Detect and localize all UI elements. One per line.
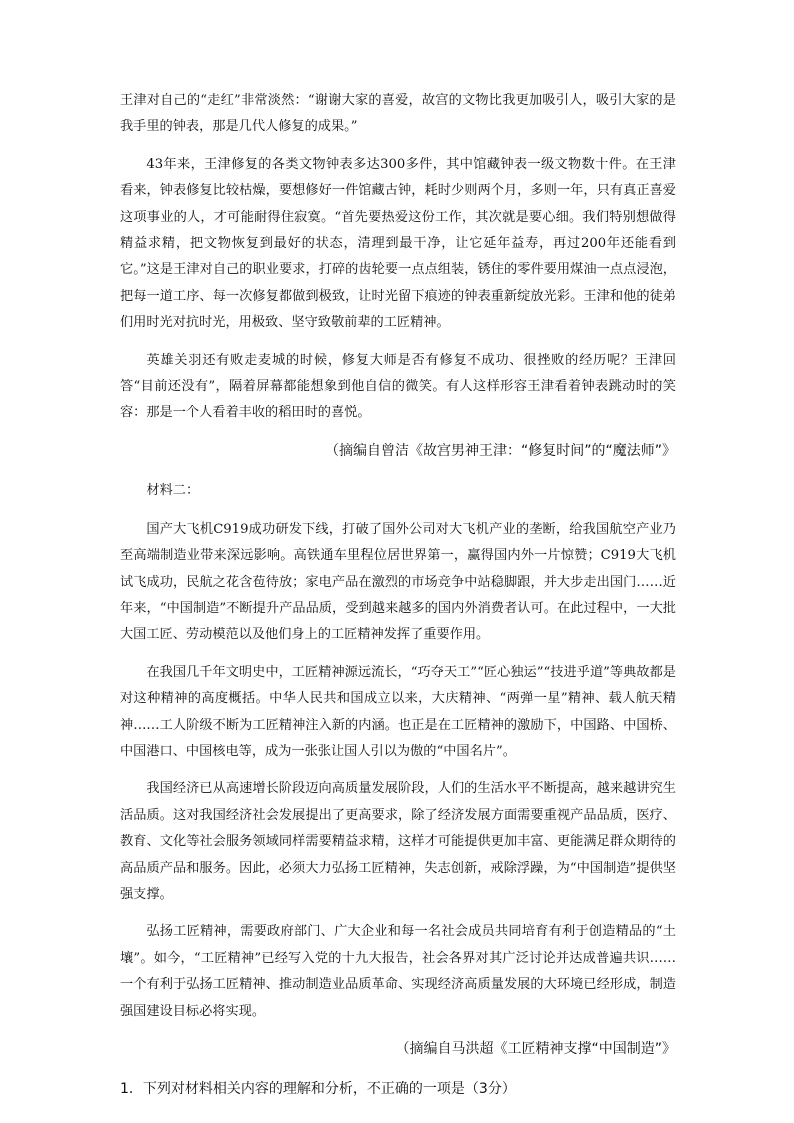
paragraph: 在我国几千年文明史中，工匠精神源远流长，“巧夺天工”“匠心独运”“技进乎道”等典故都是对这种精神的高度概括。中华人民共和国成立以来，大庆精神、“两弹一星”精神、载人航天精神……工人阶级不断为工匠精神注入新的内涵。也正是在工匠精神的激励下，中国路、中国桥、中国港口、中国核电等，成为一张张让国人引以为傲的“中国名片”。: [120, 664, 676, 759]
paragraph: 我国经济已从高速增长阶段迈向高质量发展阶段，人们的生活水平不断提高，越来越讲究生活品质。这对我国经济社会发展提出了更高要求，除了经济发展方面需要重视产品品质，医疗、教育、文化等社会服务领域同样需要精益求精，这样才可能提供更加丰富、更能满足群众期待的高品质产品和服务。因此，必须大力弘扬工匠精神，失志创新，戒除浮躁，为“中国制造”提供坚强支撑。: [120, 781, 676, 902]
source-citation: （摘编自曾洁《故宫男神王津：“修复时间”的“魔法师”》: [324, 442, 676, 459]
section-heading: 材料二：: [146, 483, 200, 499]
paragraph: 王津对自己的“走红”非常淡然：“谢谢大家的喜爱，故宫的文物比我更加吸引人，吸引大家的是我手里的钟表，那是几代人修复的成果。”: [120, 93, 676, 135]
source-citation: （摘编自马洪超《工匠精神支撑“中国制造”》: [395, 1041, 676, 1057]
question-text: 1．下列对材料相关内容的理解和分析，不正确的一项是（3分）: [120, 1081, 516, 1098]
paragraph: 国产大飞机C919成功研发下线，打破了国外公司对大飞机产业的垄断，给我国航空产业乃至高端制造业带来深远影响。高铁通车里程位居世界第一，赢得国内外一片惊赞；C919大飞机试飞成功，民航之花含苞待放；家电产品在激烈的市场竞争中站稳脚跟，并大步走出国门……近年来，“中国制造”不断提升产品品质，受到越来越多的国内外消费者认可。在此过程中，一大批大国工匠、劳动模范以及他们身上的工匠精神发挥了重要作用。: [120, 521, 676, 643]
document-page: [120, 88, 676, 1103]
paragraph: 英雄关羽还有败走麦城的时候，修复大师是否有修复不成功、很挫败的经历呢？王津回答“目前还没有”，隔着屏幕都能想象到他自信的微笑。有人这样形容王津看着钟表跳动时的笑容：那是一个人看着丰收的稻田时的喜悦。: [120, 352, 676, 421]
paragraph: 弘扬工匠精神，需要政府部门、广大企业和每一名社会成员共同培育有利于创造精品的“土壤”。如今，“工匠精神”已经写入党的十九大报告，社会各界对其广泛讨论并达成普遍共识……一个有利于弘扬工匠精神、推动制造业品质革命、实现经济高质量发展的大环境已经形成，制造强国建设目标必将实现。: [120, 924, 676, 1019]
paragraph: 43年来，王津修复的各类文物钟表多达300多件，其中馆藏钟表一级文物数十件。在王津看来，钟表修复比较枯燥，要想修好一件馆藏古钟，耗时少则两个月，多则一年，只有真正喜爱这项事业的人，才可能耐得住寂寞。“首先要热爱这份工作，其次就是要心细。我们特别想做得精益求精，把文物恢复到最好的状态，清理到最干净，让它延年益寿，再过200年还能看到它。”这是王津对自己的职业要求，打碎的齿轮要一点点组装，锈住的零件要用煤油一点点浸泡，把每一道工序、每一次修复都做到极致，让时光留下痕迹的钟表重新绽放光彩。王津和他的徒弟们用时光对抗时光，用极致、坚守致敬前辈的工匠精神。: [120, 156, 676, 331]
